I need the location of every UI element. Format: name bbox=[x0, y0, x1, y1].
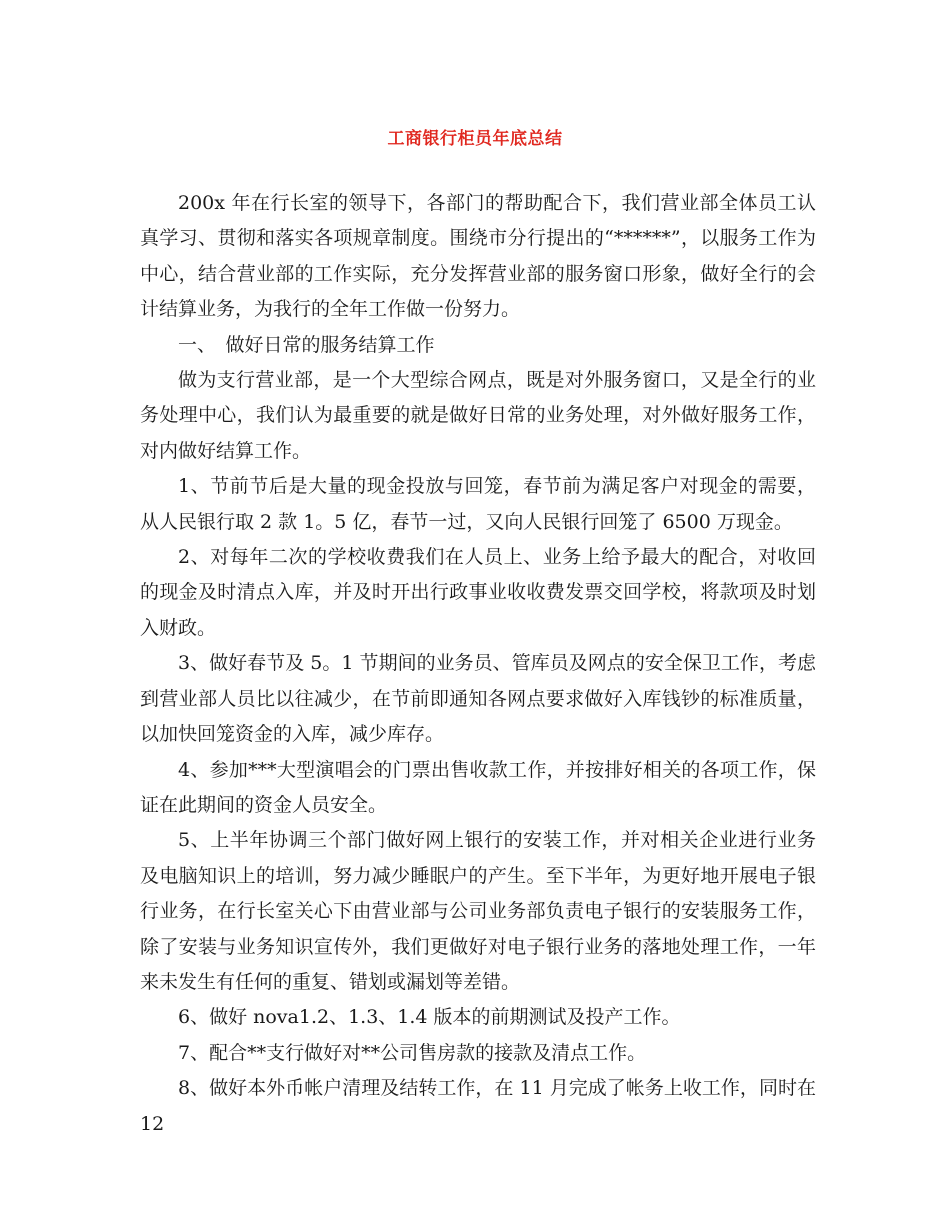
section-heading-1: 一、 做好日常的服务结算工作 bbox=[178, 333, 435, 356]
paragraph-intro: 200x 年在行长室的领导下，各部门的帮助配合下，我们营业部全体员工认真学习、贯彻和落实各项规章制度。围绕市分行提出的“******”，以服务工作为中心，结合营业部的工作实际，充分发挥营业部的服务窗口形象，做好全行的会计结算业务，为我行的全年工作做一份努力。 bbox=[140, 192, 816, 321]
list-item-5: 5、上半年协调三个部门做好网上银行的安装工作，并对相关企业进行业务及电脑知识上的培训，努力减少睡眠户的产生。至下半年，为更好地开展电子银行业务，在行长室关心下由营业部与公司业务部负责电子银行的安装服务工作，除了安装与业务知识宣传外，我们更做好对电子银行业务的落地处理工作，一年来未发生有任何的重复、错划或漏划等差错。 bbox=[140, 829, 816, 993]
document-title: 工商银行柜员年底总结 bbox=[387, 129, 563, 149]
list-item-3: 3、做好春节及 5。1 节期间的业务员、管库员及网点的安全保卫工作，考虑到营业部人员比以往减少，在节前即通知各网点要求做好入库钱钞的标准质量，以加快回笼资金的入库，减少库存。 bbox=[140, 652, 816, 746]
list-item-2: 2、对每年二次的学校收费我们在人员上、业务上给予最大的配合，对收回的现金及时清点入库，并及时开出行政事业收收费发票交回学校，将款项及时划入财政。 bbox=[140, 546, 816, 639]
list-item-8: 8、做好本外币帐户清理及结转工作，在 11 月完成了帐务上收工作，同时在 12 bbox=[140, 1077, 816, 1135]
list-item-1: 1、节前节后是大量的现金投放与回笼，春节前为满足客户对现金的需要，从人民银行取 2 款 1。5 亿，春节一过，又向人民银行回笼了 6500 万现金。 bbox=[140, 475, 816, 533]
list-item-7: 7、配合**支行做好对**公司售房款的接款及清点工作。 bbox=[178, 1041, 647, 1064]
paragraph-section-1-intro: 做为支行营业部，是一个大型综合网点，既是对外服务窗口，又是全行的业务处理中心，我们认为最重要的就是做好日常的业务处理，对外做好服务工作，对内做好结算工作。 bbox=[140, 369, 816, 462]
document-body bbox=[140, 186, 816, 1142]
list-item-6: 6、做好 nova1.2、1.3、1.4 版本的前期测试及投产工作。 bbox=[178, 1006, 681, 1029]
list-item-4: 4、参加***大型演唱会的门票出售收款工作，并按排好相关的各项工作，保证在此期间的资金人员安全。 bbox=[140, 758, 816, 816]
